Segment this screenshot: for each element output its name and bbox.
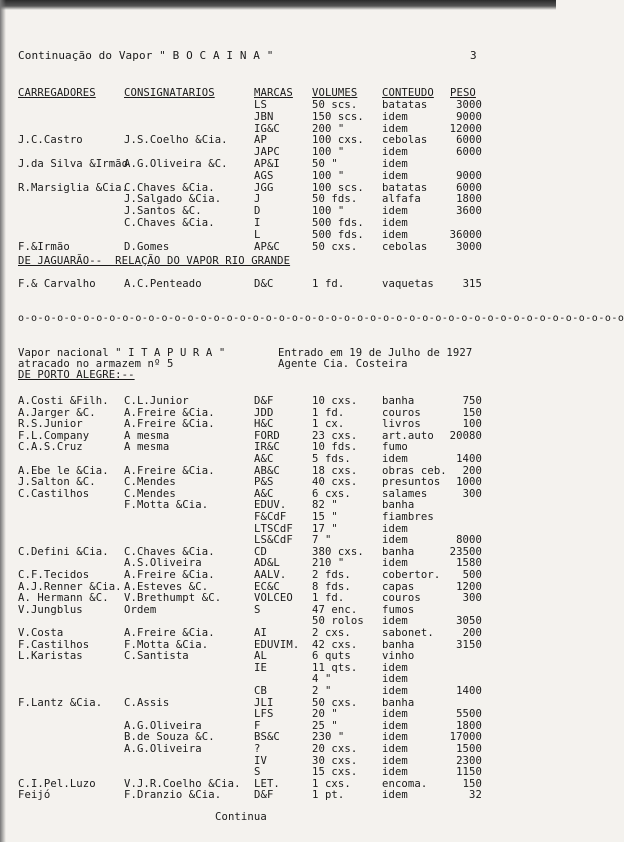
cell-shipper: J.da Silva &Irmão — [18, 158, 129, 170]
cell-shipper: Feijó — [18, 789, 51, 802]
cell-volumes: 100 " — [312, 205, 345, 218]
cell-contents: idem — [382, 122, 408, 135]
cell-consignee: A.Freire &Cia. — [124, 569, 215, 581]
cell-contents: banha — [382, 499, 415, 512]
cell-volumes: 15 " — [312, 511, 338, 523]
cell-contents: fumos — [382, 603, 415, 616]
cell-volumes: 1 fd. — [312, 278, 345, 290]
cell-weight: 1000 — [456, 476, 482, 489]
cell-contents: idem — [382, 110, 408, 123]
cell-consignee: A mesma — [124, 441, 170, 454]
cell-contents: idem — [382, 661, 408, 674]
cell-consignee: A.C.Penteado — [124, 278, 202, 290]
cell-shipper: C.I.Pel.Luzo — [18, 777, 96, 790]
cell-contents: idem — [382, 205, 408, 218]
cell-volumes: 82 " — [312, 499, 338, 512]
cell-consignee: C.Assis — [124, 696, 170, 709]
cell-volumes: 1 fd. — [312, 592, 345, 605]
column-header-consignee: CONSIGNATARIOS — [124, 87, 215, 99]
cell-mark: S — [254, 766, 261, 779]
cell-contents: idem — [382, 534, 408, 547]
cell-contents: idem — [382, 685, 408, 697]
vessel-origin: DE PORTO ALEGRE:-- — [18, 369, 135, 381]
cell-shipper: J.Salton &C. — [18, 476, 96, 489]
cell-weight: 1580 — [456, 557, 482, 570]
cell-volumes: 23 cxs. — [312, 429, 358, 442]
cell-consignee: Ordem — [124, 603, 157, 616]
cell-contents: alfafa — [382, 193, 421, 206]
cell-volumes: 50 cxs. — [312, 696, 358, 709]
cell-mark: FORD — [254, 429, 280, 442]
cell-volumes: 40 cxs. — [312, 476, 358, 489]
cell-volumes: 7 " — [312, 534, 332, 547]
cell-volumes: 20 " — [312, 708, 338, 721]
cell-shipper: A.Costi &Filh. — [18, 395, 109, 407]
cell-contents: idem — [382, 766, 408, 779]
cell-weight: 200 — [462, 464, 482, 477]
cell-contents: obras ceb. — [382, 464, 447, 477]
cell-shipper: C.F.Tecidos — [18, 569, 90, 581]
cell-shipper: F.Lantz &Cia. — [18, 696, 103, 709]
cell-weight: 3150 — [456, 638, 482, 651]
separator-line: o-o-o-o-o-o-o-o-o-o-o-o-o-o-o-o-o-o-o-o-o-o-o-o-o-o-o-o-o-o-o-o-o-o-o-o-o-o-o-o-o-o-o-o-o-o-o — [18, 313, 624, 324]
cell-shipper: V.Jungblus — [18, 603, 83, 616]
cell-weight: 1800 — [456, 719, 482, 732]
page-title: Continuação do Vapor " B O C A I N A " — [18, 49, 274, 62]
cell-shipper: J.C.Castro — [18, 134, 83, 147]
cell-volumes: 50 " — [312, 158, 338, 170]
cell-contents: presuntos — [382, 476, 441, 489]
cell-mark: F&CdF — [254, 511, 287, 523]
cell-weight: 1200 — [456, 580, 482, 593]
cell-volumes: 8 fds. — [312, 580, 351, 593]
cell-contents: idem — [382, 146, 408, 159]
cell-contents: idem — [382, 615, 408, 628]
cell-volumes: 4 " — [312, 673, 332, 686]
cell-mark: A&C — [254, 453, 274, 465]
cell-shipper: C.A.S.Cruz — [18, 441, 83, 454]
cell-volumes: 17 " — [312, 522, 338, 535]
cell-contents: couros — [382, 406, 421, 419]
cell-weight: 500 — [462, 569, 482, 581]
cell-mark: AP&C — [254, 240, 280, 253]
cell-mark: CD — [254, 545, 267, 558]
cell-weight: 1500 — [456, 743, 482, 755]
cell-weight: 6000 — [456, 134, 482, 147]
cell-mark: F — [254, 719, 261, 732]
cell-weight: 3600 — [456, 205, 482, 218]
cell-weight: 36000 — [449, 228, 482, 241]
cell-weight: 5500 — [456, 708, 482, 721]
cell-mark: A&C — [254, 487, 274, 500]
cell-contents: idem — [382, 708, 408, 721]
cell-mark: AI — [254, 627, 267, 639]
cell-weight: 9000 — [456, 169, 482, 182]
cell-consignee: V.J.R.Coelho &Cia. — [124, 777, 241, 790]
cell-volumes: 1 cxs. — [312, 777, 351, 790]
cell-volumes: 150 scs. — [312, 110, 364, 123]
cell-shipper: R.S.Junior — [18, 418, 83, 431]
cell-volumes: 15 cxs. — [312, 766, 358, 779]
cell-volumes: 210 " — [312, 557, 345, 570]
cell-mark: VOLCEO — [254, 592, 293, 605]
page-number: 3 — [470, 49, 477, 62]
cell-contents: encoma. — [382, 777, 428, 790]
cell-weight: 300 — [462, 487, 482, 500]
cell-mark: S — [254, 603, 261, 616]
column-header-shipper: CARREGADORES — [18, 87, 96, 99]
cell-contents: cobertor. — [382, 569, 441, 581]
cell-contents: idem — [382, 522, 408, 535]
cell-contents: banha — [382, 696, 415, 709]
cell-contents: fumo — [382, 441, 408, 454]
cell-weight: 315 — [462, 278, 482, 290]
cell-mark: JGG — [254, 181, 274, 194]
cell-volumes: 2 " — [312, 685, 332, 697]
cell-volumes: 100 " — [312, 146, 345, 159]
cell-shipper: A. Hermann &C. — [18, 592, 109, 605]
cell-weight: 8000 — [456, 534, 482, 547]
cell-volumes: 10 cxs. — [312, 395, 358, 407]
cell-mark: EDUV. — [254, 499, 287, 512]
cell-volumes: 50 cxs. — [312, 240, 358, 253]
cell-shipper: A.J.Renner &Cia. — [18, 580, 122, 593]
cell-contents: art.auto — [382, 429, 434, 442]
cell-contents: banha — [382, 545, 415, 558]
cell-consignee: C.L.Junior — [124, 395, 189, 407]
cell-weight: 6000 — [456, 181, 482, 194]
cell-mark: H&C — [254, 418, 274, 431]
cell-contents: vinho — [382, 650, 415, 663]
column-header-mark: MARCAS — [254, 87, 293, 99]
cell-volumes: 380 cxs. — [312, 545, 364, 558]
cell-mark: IE — [254, 661, 267, 674]
cell-contents: idem — [382, 731, 408, 744]
footer-continua: Continua — [215, 811, 267, 823]
cell-volumes: 100 " — [312, 169, 345, 182]
cell-mark: AGS — [254, 169, 274, 182]
cell-consignee: C.Santista — [124, 650, 189, 663]
cell-contents: batatas — [382, 181, 428, 194]
cell-weight: 3000 — [456, 240, 482, 253]
cell-consignee: C.Chaves &Cia. — [124, 181, 215, 194]
cell-volumes: 6 cxs. — [312, 487, 351, 500]
cell-mark: AL — [254, 650, 267, 663]
cell-shipper: A.Ebe le &Cia. — [18, 464, 109, 477]
cell-consignee: A.Freire &Cia. — [124, 406, 215, 419]
cell-contents: idem — [382, 789, 408, 802]
cell-shipper: R.Marsiglia &Cia. — [18, 181, 129, 194]
column-header-volumes: VOLUMES — [312, 87, 358, 99]
cell-volumes: 11 qts. — [312, 661, 358, 674]
cell-consignee: C.Chaves &Cia. — [124, 217, 215, 229]
cell-weight: 9000 — [456, 110, 482, 123]
cell-volumes: 50 scs. — [312, 99, 358, 111]
cell-mark: P&S — [254, 476, 274, 489]
cell-weight: 6000 — [456, 146, 482, 159]
scan-top-edge — [0, 0, 556, 10]
cell-weight: 150 — [462, 777, 482, 790]
cell-consignee: J.Salgado &Cia. — [124, 193, 222, 206]
cell-volumes: 20 cxs. — [312, 743, 358, 755]
cell-consignee: A mesma — [124, 429, 170, 442]
cell-mark: LTSCdF — [254, 522, 293, 535]
cell-shipper: C.Castilhos — [18, 487, 90, 500]
cell-consignee: V.Brethumpt &C. — [124, 592, 222, 605]
column-header-contents: CONTEUDO — [382, 87, 434, 99]
cell-consignee: F.Dranzio &Cia. — [124, 789, 222, 802]
cell-shipper: C.Defini &Cia. — [18, 545, 109, 558]
cell-mark: JAPC — [254, 146, 280, 159]
cell-consignee: A.G.Oliveira &C. — [124, 158, 228, 170]
cell-mark: LFS — [254, 708, 274, 721]
cell-weight: 300 — [462, 592, 482, 605]
cell-weight: 3050 — [456, 615, 482, 628]
scan-left-edge — [0, 0, 6, 842]
cell-contents: vaquetas — [382, 278, 434, 290]
cell-mark: AB&C — [254, 464, 280, 477]
cell-volumes: 230 " — [312, 731, 345, 744]
cell-contents: idem — [382, 453, 408, 465]
cell-contents: banha — [382, 395, 415, 407]
cell-consignee: D.Gomes — [124, 240, 170, 253]
cell-consignee: A.Freire &Cia. — [124, 418, 215, 431]
cell-shipper: F.& Carvalho — [18, 278, 96, 290]
vessel-agent: Agente Cia. Costeira — [278, 358, 408, 370]
cell-mark: L — [254, 228, 261, 241]
cell-volumes: 25 " — [312, 719, 338, 732]
cell-mark: AP&I — [254, 158, 280, 170]
cell-mark: EC&C — [254, 580, 280, 593]
cell-volumes: 5 fds. — [312, 453, 351, 465]
cell-shipper: F.&Irmão — [18, 240, 70, 253]
cell-consignee: F.Motta &Cia. — [124, 499, 209, 512]
cell-consignee: A.Freire &Cia. — [124, 464, 215, 477]
cell-volumes: 100 scs. — [312, 181, 364, 194]
cell-mark: JLI — [254, 696, 274, 709]
cell-contents: fiambres — [382, 511, 434, 523]
cell-mark: CB — [254, 685, 267, 697]
cell-mark: I — [254, 217, 261, 229]
cell-volumes: 10 fds. — [312, 441, 358, 454]
cell-weight: 1150 — [456, 766, 482, 779]
cell-mark: JDD — [254, 406, 274, 419]
cell-weight: 3000 — [456, 99, 482, 111]
cell-consignee: C.Mendes — [124, 476, 176, 489]
cell-mark: LET. — [254, 777, 280, 790]
cell-volumes: 1 cx. — [312, 418, 345, 431]
cell-weight: 12000 — [449, 122, 482, 135]
cell-consignee: A.G.Oliveira — [124, 719, 202, 732]
cell-contents: idem — [382, 743, 408, 755]
cell-mark: AALV. — [254, 569, 287, 581]
cell-contents: idem — [382, 754, 408, 767]
cell-weight: 1400 — [456, 685, 482, 697]
cell-weight: 1400 — [456, 453, 482, 465]
cell-weight: 23500 — [449, 545, 482, 558]
cell-consignee: C.Chaves &Cia. — [124, 545, 215, 558]
cell-weight: 32 — [469, 789, 482, 802]
cell-mark: IG&C — [254, 122, 280, 135]
cell-contents: idem — [382, 217, 408, 229]
cell-volumes: 2 cxs. — [312, 627, 351, 639]
cell-weight: 750 — [462, 395, 482, 407]
cell-volumes: 50 rolos — [312, 615, 364, 628]
cell-mark: LS&CdF — [254, 534, 293, 547]
cell-volumes: 2 fds. — [312, 569, 351, 581]
cell-volumes: 500 fds. — [312, 228, 364, 241]
cell-mark: IV — [254, 754, 267, 767]
cell-weight: 2300 — [456, 754, 482, 767]
cell-mark: IR&C — [254, 441, 280, 454]
cell-contents: banha — [382, 638, 415, 651]
vessel-warehouse: atracado no armazem nº 5 — [18, 358, 174, 370]
cell-weight: 17000 — [449, 731, 482, 744]
section-subheading-jaguarao: DE JAGUARÃO-- RELAÇÃO DO VAPOR RIO GRANDE — [18, 255, 291, 267]
cell-mark: BS&C — [254, 731, 280, 744]
cell-weight: 1800 — [456, 193, 482, 206]
cell-contents: cebolas — [382, 134, 428, 147]
cell-shipper: F.Castilhos — [18, 638, 90, 651]
cell-consignee: J.Santos &C. — [124, 205, 202, 218]
cell-mark: D&F — [254, 789, 274, 802]
cell-volumes: 42 cxs. — [312, 638, 358, 651]
cell-shipper: F.L.Company — [18, 429, 90, 442]
cell-volumes: 30 cxs. — [312, 754, 358, 767]
cell-contents: sabonet. — [382, 627, 434, 639]
cell-volumes: 50 fds. — [312, 193, 358, 206]
cell-contents: idem — [382, 719, 408, 732]
cell-volumes: 1 fd. — [312, 406, 345, 419]
cell-shipper: V.Costa — [18, 627, 64, 639]
cell-consignee: A.S.Oliveira — [124, 557, 202, 570]
cell-mark: ? — [254, 743, 261, 755]
cell-consignee: J.S.Coelho &Cia. — [124, 134, 228, 147]
cell-weight: 20080 — [449, 429, 482, 442]
cell-volumes: 47 enc. — [312, 603, 358, 616]
cell-shipper: A.Jarger &C. — [18, 406, 96, 419]
cell-contents: capas — [382, 580, 415, 593]
cell-mark: D&C — [254, 278, 274, 290]
cell-weight: 100 — [462, 418, 482, 431]
cell-contents: idem — [382, 169, 408, 182]
cell-volumes: 100 cxs. — [312, 134, 364, 147]
cell-contents: idem — [382, 557, 408, 570]
cell-consignee: A.Esteves &C. — [124, 580, 209, 593]
cell-consignee: F.Motta &Cia. — [124, 638, 209, 651]
cell-contents: livros — [382, 418, 421, 431]
cell-consignee: A.G.Oliveira — [124, 743, 202, 755]
cell-weight: 200 — [462, 627, 482, 639]
cell-volumes: 6 quts — [312, 650, 351, 663]
cell-mark: D — [254, 205, 261, 218]
cell-volumes: 200 " — [312, 122, 345, 135]
cell-mark: AP — [254, 134, 267, 147]
cell-mark: J — [254, 193, 261, 206]
cell-volumes: 500 fds. — [312, 217, 364, 229]
cell-mark: D&F — [254, 395, 274, 407]
cell-contents: idem — [382, 158, 408, 170]
cell-mark: EDUVIM. — [254, 638, 300, 651]
cell-shipper: L.Karistas — [18, 650, 83, 663]
cell-consignee: B.de Souza &C. — [124, 731, 215, 744]
cell-weight: 150 — [462, 406, 482, 419]
cell-mark: JBN — [254, 110, 274, 123]
cell-contents: idem — [382, 228, 408, 241]
vessel-title: Vapor nacional " I T A P U R A " — [18, 347, 226, 359]
cell-contents: couros — [382, 592, 421, 605]
cell-contents: idem — [382, 673, 408, 686]
cell-volumes: 1 pt. — [312, 789, 345, 802]
vessel-arrival: Entrado em 19 de Julho de 1927 — [278, 347, 473, 359]
cell-contents: cebolas — [382, 240, 428, 253]
cell-volumes: 18 cxs. — [312, 464, 358, 477]
cell-contents: batatas — [382, 99, 428, 111]
cell-mark: AD&L — [254, 557, 280, 570]
cell-consignee: C.Mendes — [124, 487, 176, 500]
column-header-weight: PESO — [450, 87, 476, 99]
cell-consignee: A.Freire &Cia. — [124, 627, 215, 639]
cell-mark: LS — [254, 99, 267, 111]
cell-contents: salames — [382, 487, 428, 500]
